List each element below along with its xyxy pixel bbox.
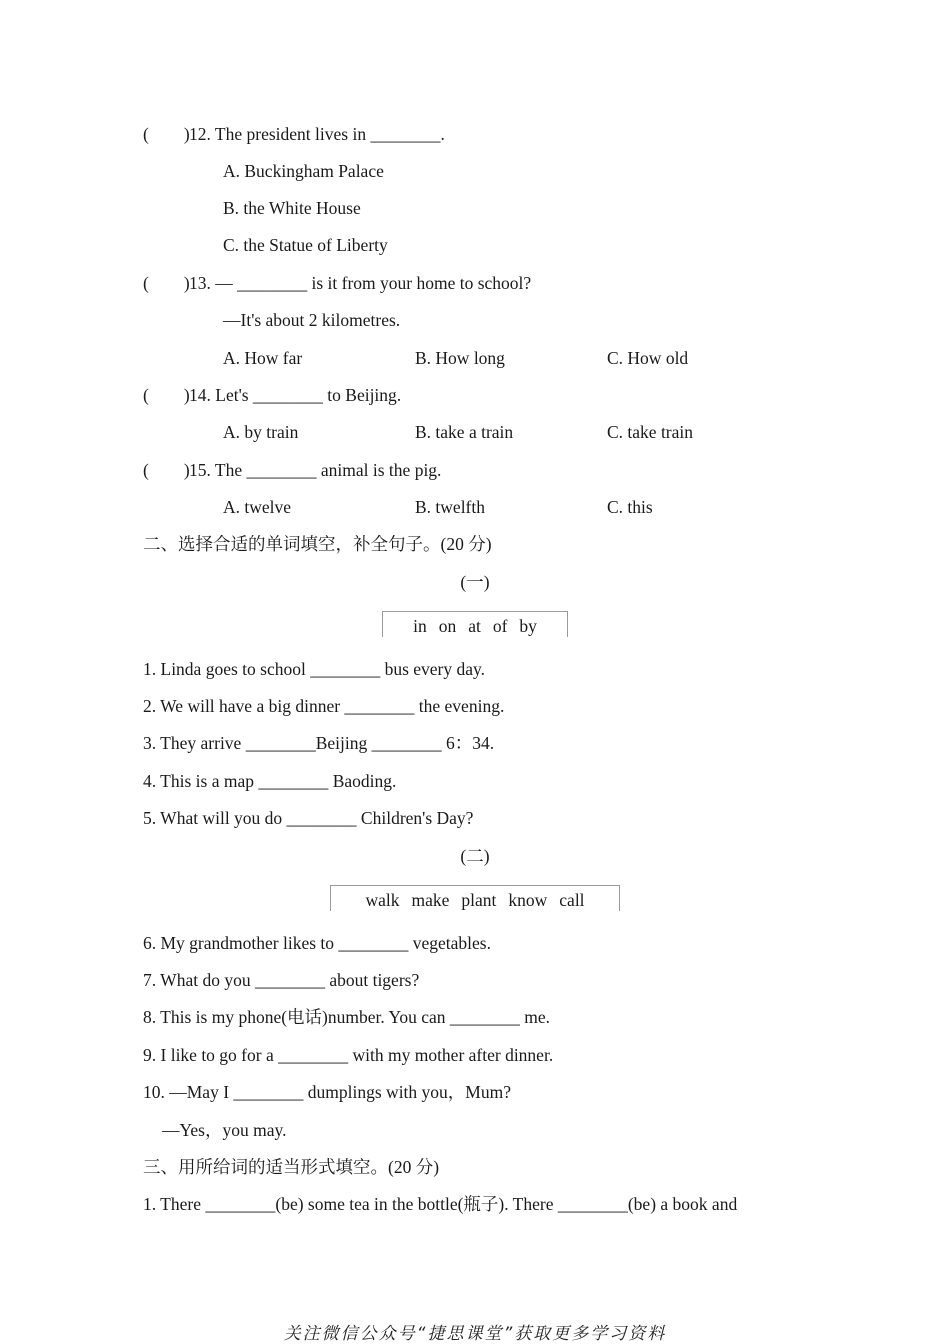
sentence: 1. Linda goes to school ________ bus every day. — [143, 659, 486, 679]
group-title: (一) — [460, 572, 490, 592]
option-c: C. take train — [607, 422, 694, 442]
answer-paren[interactable]: ( ) — [143, 273, 190, 293]
question-stem: 14. Let's ________ to Beijing. — [189, 385, 402, 405]
section-heading: 三、用所给词的适当形式填空。(20 分) — [143, 1157, 440, 1177]
word-bank-item: at — [468, 616, 481, 636]
word-bank-item: make — [411, 890, 450, 910]
sentence: 9. I like to go for a ________ with my mother after dinner. — [143, 1045, 554, 1065]
word-bank — [382, 611, 568, 637]
word-bank-item: call — [559, 890, 585, 910]
sentence: 8. This is my phone(电话)number. You can ________ me. — [143, 1007, 551, 1027]
word-bank-item: on — [438, 616, 457, 636]
sentence: 4. This is a map ________ Baoding. — [143, 771, 397, 791]
word-bank-item: in — [413, 616, 427, 636]
sentence: 7. What do you ________ about tigers? — [143, 970, 420, 990]
word-bank-item: plant — [461, 890, 497, 910]
dialogue-reply: —Yes，you may. — [162, 1120, 287, 1140]
question-stem: 12. The president lives in ________. — [189, 124, 445, 144]
sentence: 10. —May I ________ dumplings with you，Mum? — [143, 1082, 511, 1102]
answer-paren[interactable]: ( ) — [143, 385, 190, 405]
section-heading: 二、选择合适的单词填空，补全句子。(20 分) — [143, 534, 492, 554]
option-a: A. How far — [223, 348, 303, 368]
sentence: 1. There ________(be) some tea in the bottle(瓶子). There ________(be) a book and — [143, 1194, 738, 1214]
option-b: B. take a train — [415, 422, 514, 442]
sentence: 5. What will you do ________ Children's Day? — [143, 808, 474, 828]
option-b: B. How long — [415, 348, 505, 368]
sentence: 6. My grandmother likes to ________ vegetables. — [143, 933, 491, 953]
option-c: C. the Statue of Liberty — [223, 235, 388, 255]
option-b: B. the White House — [223, 198, 361, 218]
option-c: C. this — [607, 497, 653, 517]
answer-paren[interactable]: ( ) — [143, 124, 190, 144]
answer-paren[interactable]: ( ) — [143, 460, 190, 480]
group-title: (二) — [460, 846, 490, 866]
word-bank — [330, 885, 620, 911]
dialogue-answer: —It's about 2 kilometres. — [223, 310, 401, 330]
sentence: 3. They arrive ________Beijing ________ 6：34. — [143, 733, 495, 753]
word-bank-item: by — [519, 616, 537, 636]
option-a: A. Buckingham Palace — [223, 161, 384, 181]
sentence: 2. We will have a big dinner ________ the evening. — [143, 696, 505, 716]
option-b: B. twelfth — [415, 497, 485, 517]
option-c: C. How old — [607, 348, 689, 368]
word-bank-item: walk — [365, 890, 400, 910]
word-bank-item: of — [492, 616, 508, 636]
option-a: A. twelve — [223, 497, 292, 517]
word-bank-item: know — [508, 890, 548, 910]
option-a: A. by train — [223, 422, 299, 442]
footer-note: 关注微信公众号“捷思课堂”获取更多学习资料 — [283, 1324, 667, 1344]
question-stem: 13. — ________ is it from your home to school? — [189, 273, 532, 293]
question-stem: 15. The ________ animal is the pig. — [189, 460, 442, 480]
